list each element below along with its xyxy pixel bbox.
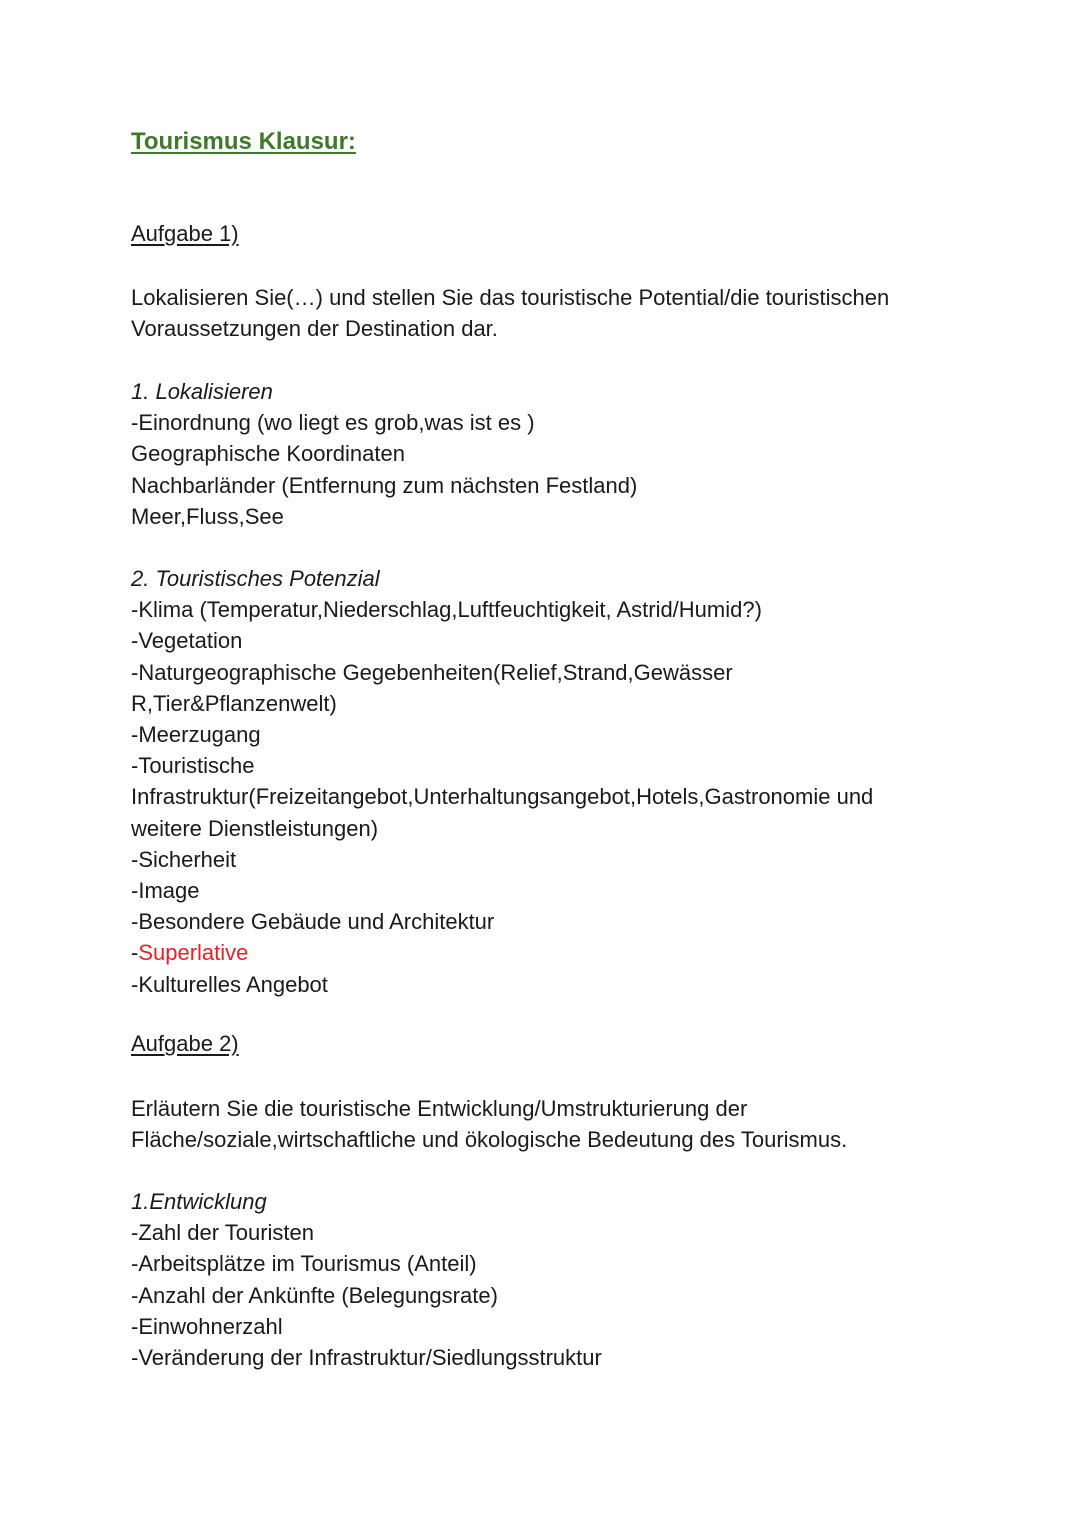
list-item: -Kulturelles Angebot: [131, 971, 328, 997]
task2-heading: Aufgabe 2): [131, 1031, 239, 1056]
list-item: R,Tier&Pflanzenwelt): [131, 690, 337, 716]
highlight-dash: -: [131, 940, 139, 966]
list-item: Geographische Koordinaten: [131, 441, 405, 467]
list-item: weitere Dienstleistungen): [131, 815, 379, 841]
task2-prompt: [131, 1093, 847, 1155]
list-item: -Image: [131, 878, 200, 904]
task1-section-potential: [131, 563, 873, 1000]
list-item: -Arbeitsplätze im Tourismus (Anteil): [131, 1251, 477, 1277]
section-title-development: 1.Entwicklung: [131, 1189, 267, 1214]
list-item: -Klima (Temperatur,Niederschlag,Luftfeuchtigkeit, Astrid/Humid?): [131, 597, 762, 623]
task1-prompt: [131, 282, 889, 344]
list-item: -Einwohnerzahl: [131, 1313, 283, 1339]
list-item: -Vegetation: [131, 628, 243, 654]
list-item: Nachbarländer (Entfernung zum nächsten Festland): [131, 472, 638, 498]
task2-prompt-line: Fläche/soziale,wirtschaftliche und ökologische Bedeutung des Tourismus.: [131, 1127, 848, 1153]
list-item: -Naturgeographische Gegebenheiten(Relief,Strand,Gewässer: [131, 659, 733, 685]
task2-section-development: [131, 1186, 602, 1373]
task1-prompt-line: Voraussetzungen der Destination dar.: [131, 316, 498, 342]
task1-prompt-line: Lokalisieren Sie(…) und stellen Sie das touristische Potential/die touristischen: [131, 285, 890, 310]
section-title-localize: 1. Lokalisieren: [131, 379, 273, 404]
list-item: -Einordnung (wo liegt es grob,was ist es ): [131, 410, 535, 436]
task1-section-localize: [131, 376, 637, 532]
list-item: -Veränderung der Infrastruktur/Siedlungsstruktur: [131, 1345, 602, 1371]
list-item: -Sicherheit: [131, 846, 237, 872]
document-title: Tourismus Klausur:: [131, 128, 356, 155]
list-item: -Besondere Gebäude und Architektur: [131, 909, 495, 935]
task2-prompt-line: Erläutern Sie die touristische Entwicklung/Umstrukturierung der: [131, 1096, 748, 1121]
list-item: -Meerzugang: [131, 722, 261, 748]
list-item-highlight: [131, 937, 873, 968]
highlight-word: Superlative: [138, 940, 249, 966]
task1-heading: Aufgabe 1): [131, 221, 239, 246]
list-item: -Anzahl der Ankünfte (Belegungsrate): [131, 1282, 498, 1308]
list-item: -Zahl der Touristen: [131, 1220, 315, 1246]
list-item: Meer,Fluss,See: [131, 503, 284, 529]
list-item: -Touristische: [131, 753, 255, 779]
section-title-potential: 2. Touristisches Potenzial: [131, 566, 380, 591]
list-item: Infrastruktur(Freizeitangebot,Unterhaltungsangebot,Hotels,Gastronomie und: [131, 784, 874, 810]
